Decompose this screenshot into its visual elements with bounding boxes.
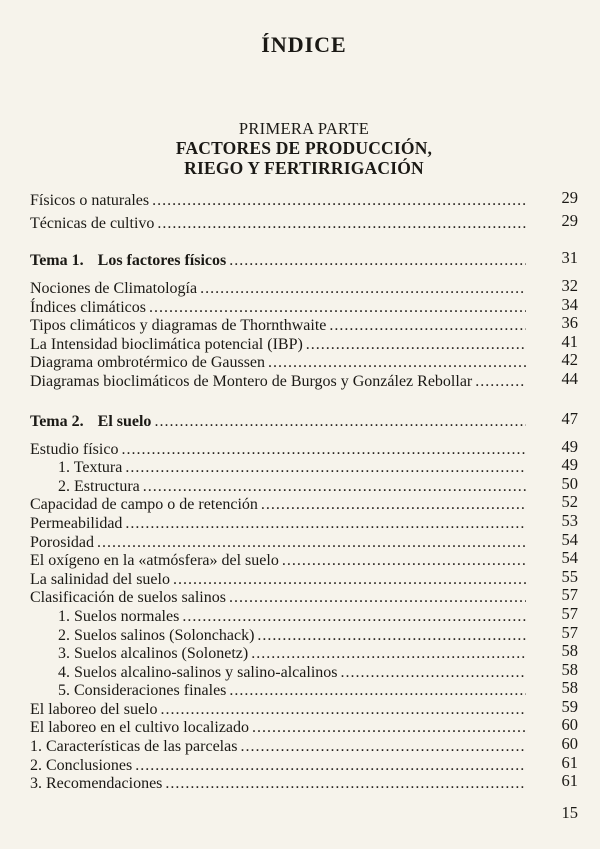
dot-leader: [121, 441, 526, 459]
entry-label: La Intensidad bioclimática potencial (IBP): [30, 335, 303, 353]
part-title-line2: RIEGO Y FERTIRRIGACIÓN: [184, 158, 424, 178]
toc-entry: [30, 696, 578, 718]
entry-label: 2. Estructura: [58, 477, 140, 495]
entry-label: 3. Recomendaciones: [30, 775, 163, 793]
entry-number-prefix: Tema 2.: [30, 412, 84, 430]
dot-leader: [229, 589, 526, 607]
entry-label: Físicos o naturales: [30, 192, 150, 209]
entry-page-number: 53: [561, 510, 578, 530]
toc-entry: [30, 566, 578, 588]
toc-entry: [30, 752, 578, 774]
entry-page-number: 31: [561, 248, 578, 267]
entry-label: Capacidad de campo o de retención: [30, 496, 258, 514]
dot-leader: [257, 627, 526, 645]
toc-entry: [30, 643, 578, 662]
entry-page-number: 60: [561, 715, 578, 735]
dot-leader: [135, 757, 526, 775]
dot-leader: [251, 645, 526, 663]
toc-entry: [30, 190, 578, 213]
entry-label: Técnicas de cultivo: [30, 215, 155, 232]
entry-page-number: 36: [561, 313, 578, 333]
dot-leader: [154, 413, 526, 431]
entry-label: Tipos climáticos y diagramas de Thornthwaite: [30, 317, 327, 335]
entry-page-number: 52: [561, 492, 578, 512]
entry-page-number: 57: [561, 603, 578, 623]
entry-page-number: 49: [561, 436, 578, 456]
entry-label: 4. Suelos alcalino-salinos y salino-alcalinos: [58, 663, 338, 681]
entry-label: 5. Consideraciones finales: [58, 682, 227, 700]
toc-entry: [30, 622, 578, 644]
entry-page-number: 54: [561, 529, 578, 549]
dot-leader: [125, 459, 526, 477]
entry-page-number: 59: [561, 696, 578, 716]
toc-group: [30, 250, 578, 390]
entry-page-number: 57: [561, 622, 578, 642]
toc-entry: [30, 587, 578, 606]
entry-page-number: 57: [561, 585, 578, 605]
dot-leader: [329, 317, 526, 335]
dot-leader: [173, 571, 526, 589]
dot-leader: [282, 552, 526, 570]
entry-page-number: 54: [561, 548, 578, 568]
entry-page-number: 29: [561, 211, 578, 230]
dot-leader: [157, 215, 526, 233]
part-heading: [30, 120, 578, 178]
entry-page-number: 58: [561, 678, 578, 698]
entry-label: Los factores físicos: [97, 252, 227, 269]
entry-label: El laboreo del suelo: [30, 700, 158, 718]
dot-leader: [341, 664, 527, 682]
toc-entry: [30, 659, 578, 681]
dot-leader: [306, 336, 526, 354]
entry-label: Clasificación de suelos salinos: [30, 589, 226, 607]
entry-page-number: 58: [561, 641, 578, 661]
toc-entry: [30, 494, 578, 513]
dot-leader: [165, 775, 526, 793]
part-title-line1: FACTORES DE PRODUCCIÓN,: [175, 138, 433, 158]
toc-entry: [30, 315, 578, 334]
dot-leader: [229, 252, 526, 270]
dot-leader: [149, 299, 526, 317]
entry-page-number: 60: [561, 734, 578, 754]
toc-entry: [30, 736, 578, 755]
entry-label: 3. Suelos alcalinos (Solonetz): [58, 645, 249, 663]
dot-leader: [252, 719, 526, 737]
dot-leader: [475, 373, 526, 391]
toc-entry: [30, 352, 578, 371]
toc-entry: [30, 529, 578, 551]
entry-page-number: 47: [561, 408, 578, 428]
entry-number-prefix: Tema 1.: [30, 252, 84, 269]
dot-leader: [182, 608, 526, 626]
dot-leader: [261, 496, 526, 514]
toc-entry: [30, 680, 578, 699]
entry-page-number: 50: [561, 473, 578, 493]
dot-leader: [97, 534, 526, 552]
toc-group: [30, 190, 578, 236]
entry-page-number: 44: [561, 368, 578, 388]
entry-label: Diagramas bioclimáticos de Montero de Burgos y González Rebollar: [30, 372, 473, 390]
dot-leader: [152, 192, 526, 210]
part-name: PRIMERA PARTE: [238, 119, 370, 138]
dot-leader: [125, 515, 526, 533]
dot-leader: [143, 478, 526, 496]
toc-entry: [30, 773, 578, 792]
entry-label: Nociones de Climatología: [30, 280, 198, 297]
entry-label: El suelo: [97, 412, 152, 430]
entry-label: 1. Características de las parcelas: [30, 738, 238, 756]
entry-page-number: 34: [561, 294, 578, 314]
entry-page-number: 41: [561, 331, 578, 351]
entry-page-number: 42: [561, 350, 578, 370]
entry-page-number: 49: [561, 455, 578, 475]
dot-leader: [161, 701, 526, 719]
entry-page-number: 61: [561, 771, 578, 791]
entry-label: Porosidad: [30, 533, 94, 551]
dot-leader: [268, 354, 526, 372]
toc-entry: [30, 213, 578, 236]
toc-entry: [30, 368, 578, 390]
toc-entry: [30, 550, 578, 569]
toc-entry: [30, 457, 578, 476]
table-of-contents: [30, 190, 578, 792]
entry-label: Diagrama ombrotérmico de Gaussen: [30, 354, 266, 372]
entry-page-number: 58: [561, 659, 578, 679]
entry-label: 1. Suelos normales: [58, 607, 180, 625]
toc-entry: [30, 510, 578, 532]
toc-section-heading: [30, 250, 578, 269]
page-number: 15: [561, 803, 578, 822]
toc-entry: [30, 294, 578, 316]
entry-label: La salinidad del suelo: [30, 570, 170, 588]
entry-page-number: 29: [561, 188, 578, 207]
toc-section-heading: [30, 408, 578, 430]
page-title: ÍNDICE: [261, 32, 347, 57]
dot-leader: [240, 738, 526, 756]
dot-leader: [200, 280, 526, 298]
entry-label: 1. Textura: [58, 459, 123, 477]
entry-label: Estudio físico: [30, 440, 119, 458]
entry-page-number: 32: [561, 276, 578, 295]
toc-entry: [30, 331, 578, 353]
toc-entry: [30, 603, 578, 625]
entry-label: 2. Conclusiones: [30, 756, 133, 774]
entry-label: El laboreo en el cultivo localizado: [30, 719, 250, 737]
toc-entry: [30, 473, 578, 495]
entry-label: Índices climáticos: [30, 298, 146, 316]
toc-entry: [30, 278, 578, 297]
toc-entry: [30, 436, 578, 458]
entry-label: Permeabilidad: [30, 514, 123, 532]
entry-page-number: 55: [561, 566, 578, 586]
entry-page-number: 61: [561, 752, 578, 772]
entry-label: 2. Suelos salinos (Solonchack): [58, 626, 255, 644]
toc-entry: [30, 717, 578, 736]
toc-group: [30, 408, 578, 793]
entry-label: El oxígeno en la «atmósfera» del suelo: [30, 552, 279, 570]
dot-leader: [229, 682, 526, 700]
